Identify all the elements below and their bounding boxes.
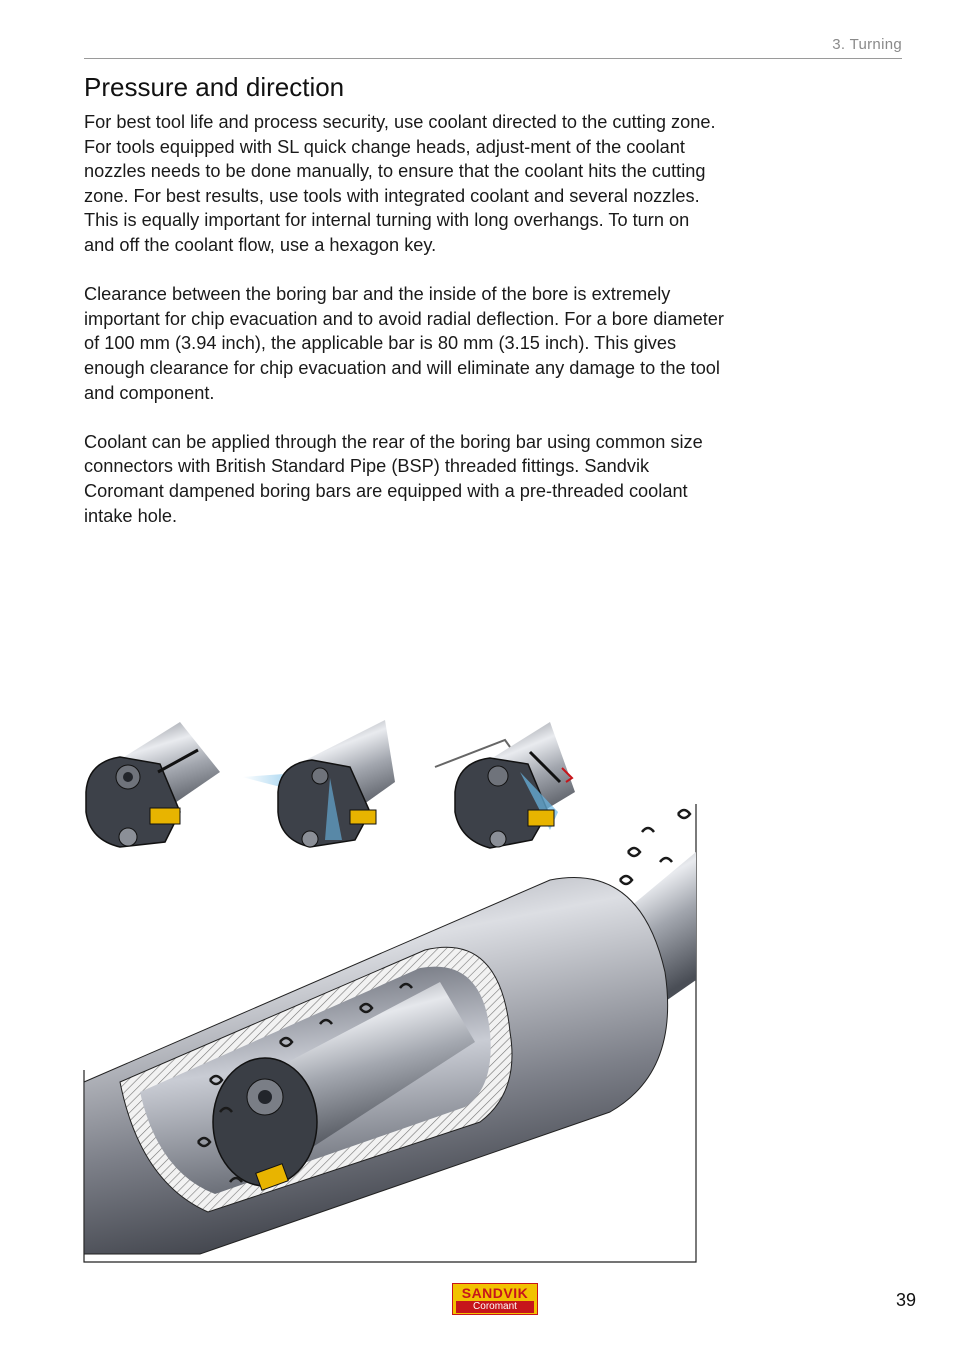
body-text [84, 110, 724, 553]
paragraph-coolant-direction: For best tool life and process security, use coolant directed to the cutting zone. For tools equipped with SL quick change heads, adjust-ment of the coolant nozzles needs to be done manually, to ensure that the coolant hits the cutting zone. For best results, use tools with integrated coolant and several nozzles. This is equally important for internal turning with long overhangs. To turn on and off the coolant flow, use a hexagon key. [84, 112, 716, 255]
tool-view-key-adjust [435, 722, 575, 848]
paragraph-clearance: Clearance between the boring bar and the inside of the bore is extremely important for chip evacuation and to avoid radial deflection. For a bore diameter of 100 mm (3.94 inch), the applicable bar is 80 mm (3.15 inch). This gives enough clearance for chip evacuation and will eliminate any damage to the tool and component. [84, 284, 724, 403]
sandvik-coromant-logo [452, 1283, 538, 1315]
paragraph-rear-coolant: Coolant can be applied through the rear of the boring bar using common size connectors with British Standard Pipe (BSP) threaded fittings. Sandvik Coromant dampened boring bars are equipped with a pre-threaded coolant intake hole. [84, 431, 703, 526]
brand-name: SANDVIK [461, 1285, 529, 1301]
header-rule [84, 58, 902, 59]
brand-sub: Coromant [456, 1301, 534, 1313]
boring-bar-illustration [80, 712, 705, 1268]
cutaway-bore-illustration [84, 804, 696, 1262]
tool-view-coolant-jets [242, 720, 395, 847]
page-number: 39 [895, 1290, 916, 1310]
tool-view-hexagon-key [86, 722, 220, 847]
section-label: 3. Turning [832, 36, 902, 53]
page-title: Pressure and direction [84, 72, 345, 102]
